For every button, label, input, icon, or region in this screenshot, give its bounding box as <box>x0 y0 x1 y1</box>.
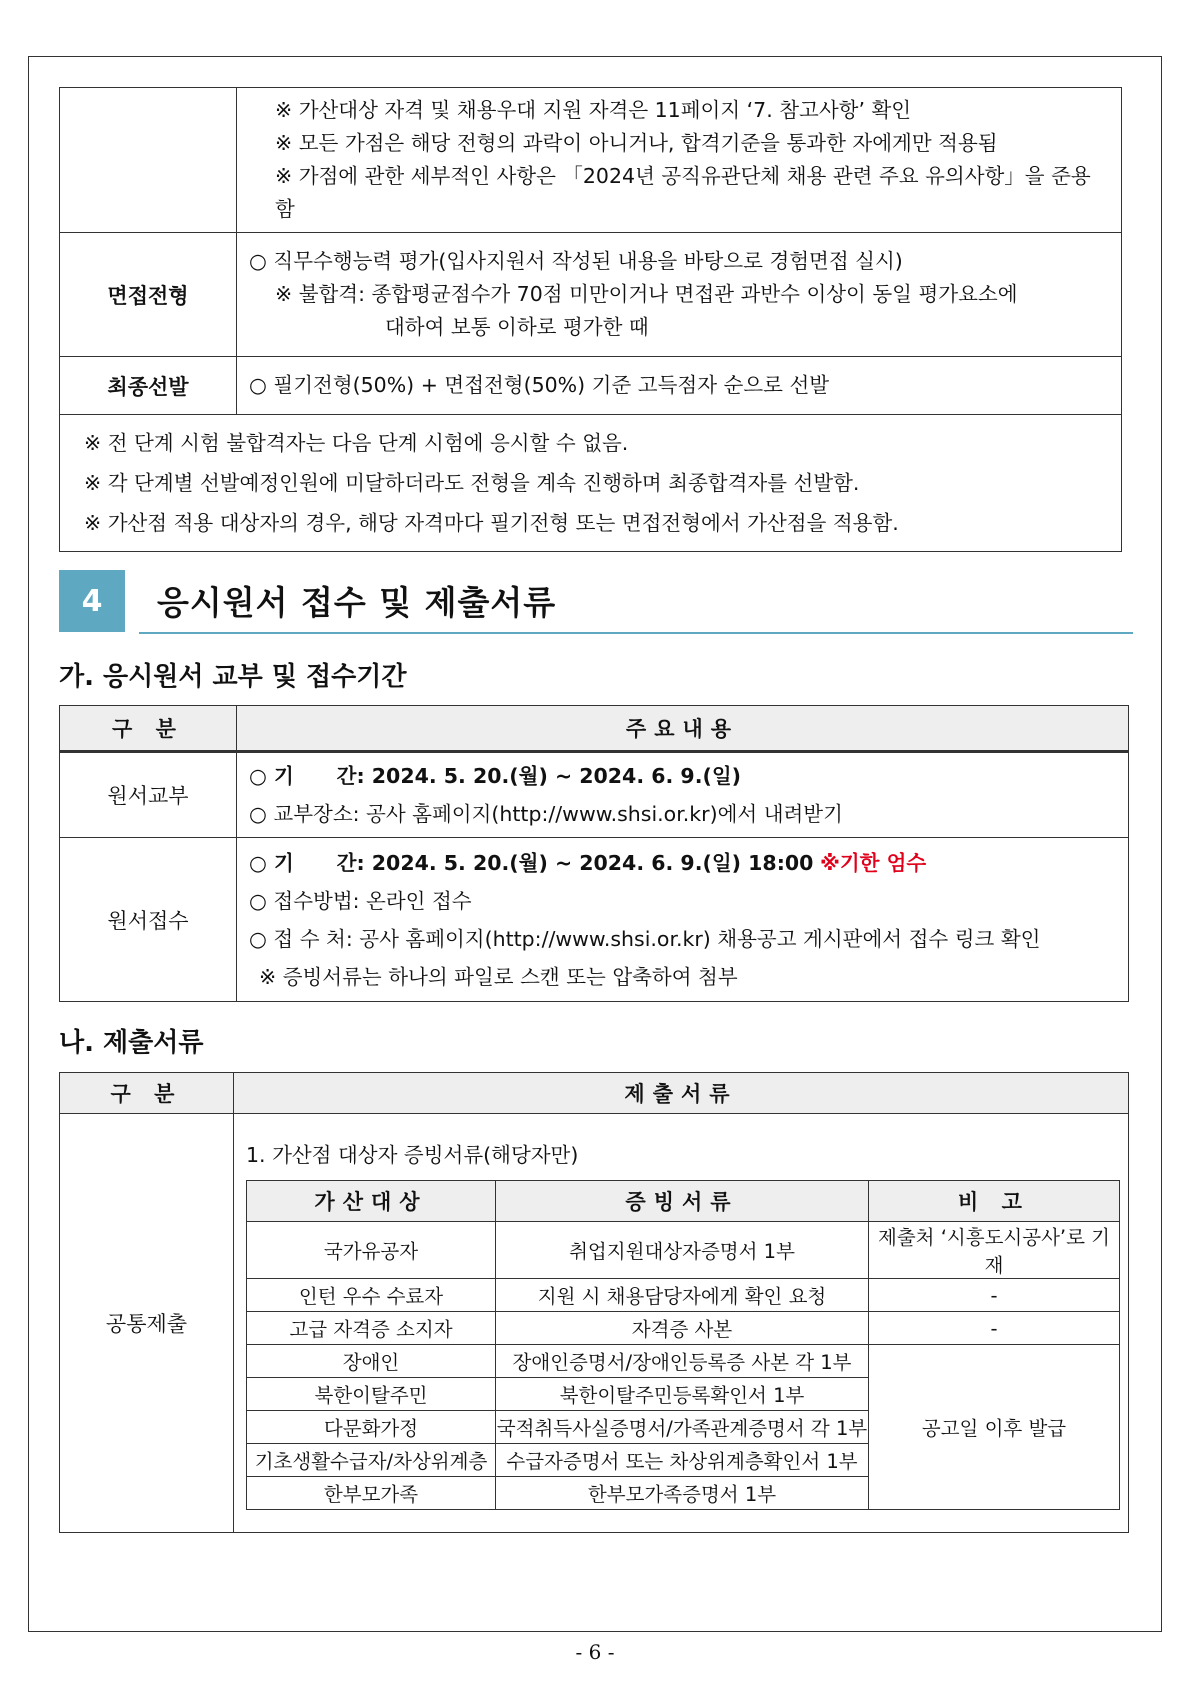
inner-header: 비 고 <box>869 1181 1120 1222</box>
target-cell: 국가유공자 <box>247 1222 496 1279</box>
col-category: 구 분 <box>60 706 237 752</box>
proof-cell: 자격증 사본 <box>496 1312 869 1345</box>
common-label: 공통제출 <box>60 1114 234 1533</box>
col-content: 제출서류 <box>234 1073 1129 1114</box>
col-category: 구 분 <box>60 1073 234 1114</box>
proof-cell: 장애인증명서/장애인등록증 사본 각 1부 <box>496 1345 869 1378</box>
target-cell: 북한이탈주민 <box>247 1378 496 1411</box>
general-note: ※ 가산점 적용 대상자의 경우, 해당 자격마다 필기전형 또는 면접전형에서 가산점을 적용함. <box>84 511 899 535</box>
table-row <box>247 1345 1120 1378</box>
inner-header: 증빙서류 <box>496 1181 869 1222</box>
receipt-note: ※ 증빙서류는 하나의 파일로 스캔 또는 압축하여 첨부 <box>259 964 738 989</box>
interview-line: 대하여 보통 이하로 평가한 때 <box>385 315 649 339</box>
bonus-proof-table <box>246 1180 1120 1510</box>
selection-table <box>59 87 1122 552</box>
receipt-place: ○ 접 수 처: 공사 홈페이지(http://www.shsi.or.kr) 채용공고 게시판에서 접수 링크 확인 <box>249 926 1041 951</box>
page-number: - 6 - <box>575 1640 615 1664</box>
target-cell: 장애인 <box>247 1345 496 1378</box>
document-item: 1. 가산점 대상자 증빙서류(해당자만) <box>246 1143 579 1167</box>
table-row <box>247 1222 1120 1279</box>
general-note: ※ 전 단계 시험 불합격자는 다음 단계 시험에 응시할 수 없음. <box>84 431 629 455</box>
proof-cell: 취업지원대상자증명서 1부 <box>496 1222 869 1279</box>
target-cell: 다문화가정 <box>247 1411 496 1444</box>
deadline-note: ※기한 엄수 <box>819 850 927 875</box>
proof-cell: 지원 시 채용담당자에게 확인 요청 <box>496 1279 869 1312</box>
receipt-label: 원서접수 <box>60 838 237 1002</box>
proof-cell: 북한이탈주민등록확인서 1부 <box>496 1378 869 1411</box>
receipt-method: ○ 접수방법: 온라인 접수 <box>249 888 472 913</box>
proof-cell: 수급자증명서 또는 차상위계층확인서 1부 <box>496 1444 869 1477</box>
receipt-content <box>237 838 1129 1002</box>
documents-subtitle: 나. 제출서류 <box>59 1028 204 1058</box>
note-cell: 제출처 ‘시흥도시공사’로 기재 <box>869 1222 1120 1279</box>
col-content: 주요내용 <box>237 706 1129 752</box>
section-title: 응시원서 접수 및 제출서류 <box>157 583 557 622</box>
general-note: ※ 각 단계별 선발예정인원에 미달하더라도 전형을 계속 진행하며 최종합격자를 선발함. <box>84 471 860 495</box>
distribution-place: ○ 교부장소: 공사 홈페이지(http://www.shsi.or.kr)에서 내려받기 <box>249 802 843 826</box>
note-cell: - <box>869 1279 1120 1312</box>
period-table <box>59 705 1129 1002</box>
distribution-content <box>237 752 1129 838</box>
section-number: 4 <box>59 570 125 632</box>
interview-content <box>237 233 1122 357</box>
interview-line: ※ 불합격: 종합평균점수가 70점 미만이거나 면접관 과반수 이상이 동일 평가요소에 <box>275 282 1018 306</box>
target-cell: 고급 자격증 소지자 <box>247 1312 496 1345</box>
final-label: 최종선발 <box>60 357 237 415</box>
interview-line: ○ 직무수행능력 평가(입사지원서 작성된 내용을 바탕으로 경험면접 실시) <box>249 249 903 273</box>
bonus-note: ※ 가점에 관한 세부적인 사항은 「2024년 공직유관단체 채용 관련 주요 유의사항」을 준용함 <box>275 164 1091 221</box>
section-underline <box>139 632 1133 634</box>
period-subtitle: 가. 응시원서 교부 및 접수기간 <box>59 662 407 692</box>
interview-label: 면접전형 <box>60 233 237 357</box>
note-cell: 공고일 이후 발급 <box>869 1345 1120 1510</box>
bonus-note: ※ 가산대상 자격 및 채용우대 지원 자격은 11페이지 ‘7. 참고사항’ 확인 <box>275 98 912 122</box>
final-content: ○ 필기전형(50%) + 면접전형(50%) 기준 고득점자 순으로 선발 <box>237 357 1122 415</box>
note-cell: - <box>869 1312 1120 1345</box>
table-row <box>247 1312 1120 1345</box>
bonus-notes-cell <box>237 88 1122 233</box>
bonus-note: ※ 모든 가점은 해당 전형의 과락이 아니거나, 합격기준을 통과한 자에게만 적용됨 <box>275 131 998 155</box>
general-notes <box>60 415 1122 552</box>
target-cell: 기초생활수급자/차상위계층 <box>247 1444 496 1477</box>
proof-cell: 한부모가족증명서 1부 <box>496 1477 869 1510</box>
empty-header-cell <box>60 88 237 233</box>
common-content <box>234 1114 1129 1533</box>
table-row <box>247 1279 1120 1312</box>
target-cell: 한부모가족 <box>247 1477 496 1510</box>
receipt-period-line <box>249 844 1116 882</box>
documents-table <box>59 1072 1129 1533</box>
distribution-period: ○ 기 간: 2024. 5. 20.(월) ~ 2024. 6. 9.(일) <box>249 764 742 788</box>
distribution-label: 원서교부 <box>60 752 237 838</box>
inner-header: 가산대상 <box>247 1181 496 1222</box>
proof-cell: 국적취득사실증명서/가족관계증명서 각 1부 <box>496 1411 869 1444</box>
receipt-period: ○ 기 간: 2024. 5. 20.(월) ~ 2024. 6. 9.(일) 18:00 <box>249 850 814 875</box>
target-cell: 인턴 우수 수료자 <box>247 1279 496 1312</box>
